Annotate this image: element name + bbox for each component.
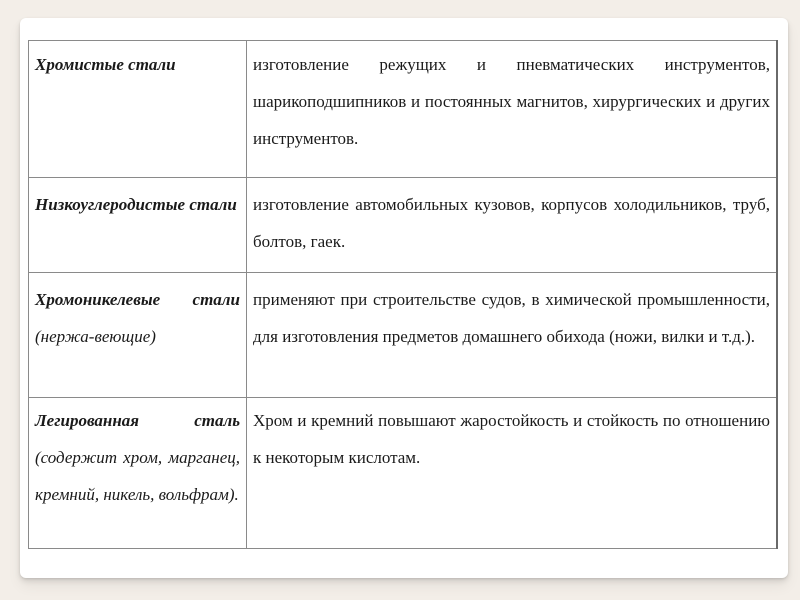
steel-type-name: Легированная сталь [35,411,240,430]
steel-type-name: Хромоникелевые стали [35,290,240,309]
steel-usage-cell: изготовление режущих и пневматических инструментов, шарикоподшипников и постоянных магнитов, хирургических и других инструментов. [247,41,778,178]
steel-type-cell [29,178,247,273]
table-row [29,41,778,178]
table-row [29,398,778,549]
table-row [29,178,778,273]
steel-usage-cell: Хром и кремний повышают жаростойкость и стойкость по отношению к некоторым кислотам. [247,398,778,549]
steel-type-note: (нержа-веющие) [35,327,156,346]
steel-types-table [28,40,778,549]
steel-type-name: Хромистые стали [35,55,176,74]
steel-usage-cell: изготовление автомобильных кузовов, корпусов холодильников, труб, болтов, гаек. [247,178,778,273]
steel-type-cell [29,41,247,178]
steel-usage-cell: применяют при строительстве судов, в химической промышленности, для изготовления предметов домашнего обихода (ножи, вилки и т.д.). [247,273,778,398]
steel-type-note: (содержит хром, марганец, кремний, никель, вольфрам). [35,448,240,504]
table-row [29,273,778,398]
steel-type-cell [29,273,247,398]
steel-type-name: Низкоуглеродистые стали [35,195,237,214]
steel-type-cell [29,398,247,549]
